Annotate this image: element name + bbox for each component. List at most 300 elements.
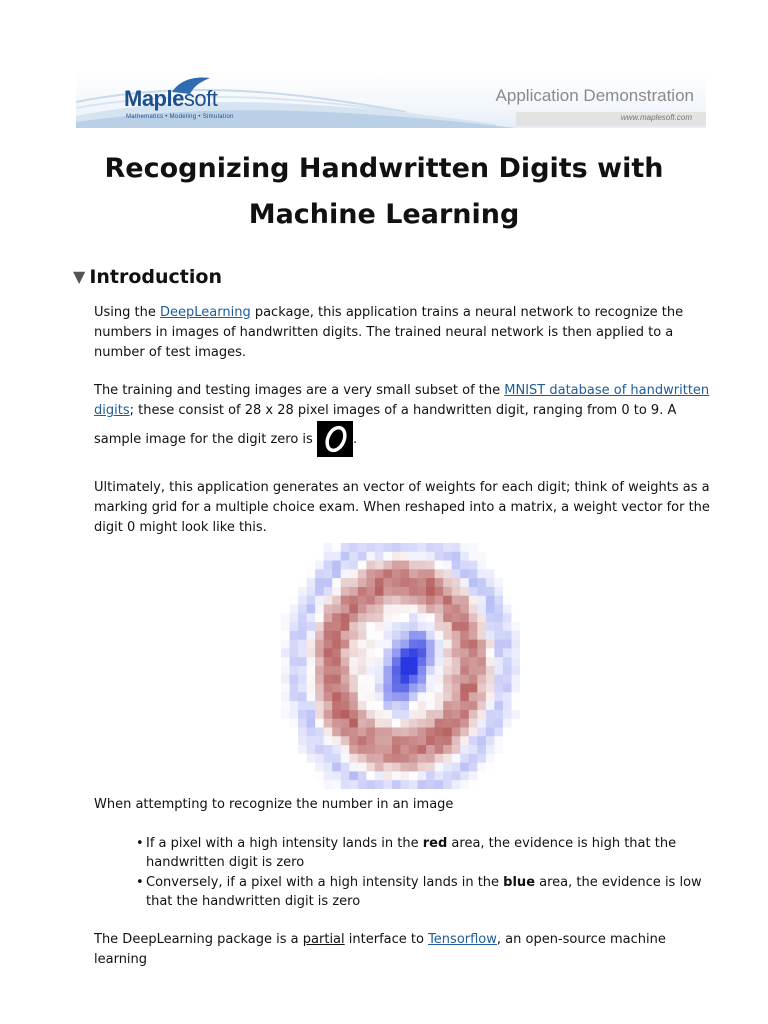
heatmap-cell — [307, 666, 316, 675]
p5-text-start: The DeepLearning package is a — [94, 932, 303, 947]
heatmap-cell — [298, 780, 307, 789]
heatmap-cell — [298, 543, 307, 552]
heatmap-cell — [349, 657, 358, 666]
heatmap-cell — [452, 657, 461, 666]
heatmap-cell — [307, 684, 316, 693]
heatmap-cell — [375, 780, 384, 789]
heatmap-cell — [418, 605, 427, 614]
heatmap-cell — [358, 736, 367, 745]
heatmap-cell — [392, 543, 401, 552]
heatmap-cell — [511, 543, 520, 552]
heatmap-cell — [494, 561, 503, 570]
heatmap-cell — [332, 578, 341, 587]
heatmap-cell — [324, 552, 333, 561]
heatmap-cell — [290, 605, 299, 614]
heatmap-cell — [494, 710, 503, 719]
heatmap-cell — [452, 728, 461, 737]
tensorflow-link[interactable]: Tensorflow — [428, 932, 497, 947]
heatmap-cell — [358, 543, 367, 552]
heatmap-cell — [315, 552, 324, 561]
heatmap-cell — [443, 552, 452, 561]
heatmap-cell — [401, 578, 410, 587]
p1-text-start: Using the — [94, 305, 160, 320]
heatmap-cell — [409, 710, 418, 719]
heatmap-cell — [375, 622, 384, 631]
heatmap-cell — [307, 569, 316, 578]
heatmap-cell — [341, 596, 350, 605]
heatmap-cell — [486, 745, 495, 754]
heatmap-cell — [341, 666, 350, 675]
heatmap-cell — [349, 692, 358, 701]
heatmap-cell — [486, 657, 495, 666]
heatmap-cell — [290, 587, 299, 596]
heatmap-cell — [494, 605, 503, 614]
heatmap-cell — [290, 569, 299, 578]
heatmap-cell — [375, 657, 384, 666]
heatmap-cell — [332, 666, 341, 675]
heatmap-cell — [409, 719, 418, 728]
heatmap-cell — [486, 561, 495, 570]
heatmap-cell — [477, 648, 486, 657]
heatmap-cell — [401, 736, 410, 745]
heatmap-cell — [315, 763, 324, 772]
heatmap-cell — [315, 684, 324, 693]
heatmap-cell — [281, 657, 290, 666]
heatmap-cell — [452, 552, 461, 561]
heatmap-cell — [511, 719, 520, 728]
heatmap-cell — [443, 745, 452, 754]
heatmap-cell — [349, 684, 358, 693]
heatmap-cell — [383, 736, 392, 745]
heatmap-cell — [452, 675, 461, 684]
heatmap-cell — [418, 736, 427, 745]
heatmap-cell — [511, 692, 520, 701]
heatmap-cell — [290, 648, 299, 657]
heatmap-cell — [460, 728, 469, 737]
heatmap-cell — [366, 745, 375, 754]
heatmap-cell — [349, 561, 358, 570]
heatmap-cell — [511, 771, 520, 780]
heatmap-cell — [307, 631, 316, 640]
heatmap-cell — [435, 754, 444, 763]
heatmap-cell — [298, 648, 307, 657]
heatmap-cell — [503, 736, 512, 745]
heatmap-cell — [290, 596, 299, 605]
heatmap-cell — [511, 622, 520, 631]
heatmap-cell — [366, 754, 375, 763]
heatmap-cell — [341, 719, 350, 728]
logo-tagline: Mathematics • Modeling • Simulation — [126, 114, 234, 120]
heatmap-cell — [383, 675, 392, 684]
maplesoft-url[interactable]: www.maplesoft.com — [620, 113, 692, 122]
heatmap-cell — [392, 561, 401, 570]
heatmap-cell — [418, 780, 427, 789]
heatmap-cell — [503, 754, 512, 763]
heatmap-cell — [315, 640, 324, 649]
maplesoft-logo[interactable]: Maplesoft — [124, 86, 218, 111]
heatmap-cell — [494, 631, 503, 640]
heatmap-cell — [358, 587, 367, 596]
heatmap-cell — [443, 587, 452, 596]
heatmap-cell — [418, 622, 427, 631]
heatmap-cell — [435, 631, 444, 640]
heatmap-cell — [409, 561, 418, 570]
heatmap-cell — [511, 675, 520, 684]
heatmap-cell — [469, 569, 478, 578]
deeplearning-link[interactable]: DeepLearning — [160, 305, 251, 320]
heatmap-cell — [460, 543, 469, 552]
heatmap-cell — [452, 578, 461, 587]
heatmap-cell — [392, 701, 401, 710]
heatmap-cell — [290, 719, 299, 728]
heatmap-cell — [418, 648, 427, 657]
heatmap-cell — [503, 631, 512, 640]
mnist-link[interactable]: MNIST database of handwritten digits — [94, 383, 710, 418]
heatmap-cell — [477, 605, 486, 614]
heatmap-cell — [332, 675, 341, 684]
heatmap-cell — [435, 622, 444, 631]
heatmap-cell — [426, 754, 435, 763]
heatmap-cell — [332, 719, 341, 728]
heatmap-cell — [401, 771, 410, 780]
heatmap-cell — [383, 710, 392, 719]
heatmap-cell — [307, 728, 316, 737]
heatmap-cell — [341, 613, 350, 622]
heatmap-cell — [298, 578, 307, 587]
heatmap-cell — [418, 561, 427, 570]
heatmap-cell — [401, 552, 410, 561]
heatmap-cell — [307, 543, 316, 552]
heatmap-cell — [375, 552, 384, 561]
heatmap-cell — [366, 657, 375, 666]
paragraph-3: Ultimately, this application generates an vector of weights for each digit; think of weights as a marking grid for a multiple choice exam. When reshaped into a matrix, a weight vector for the digit 0 might look like this. — [94, 480, 710, 535]
heatmap-cell — [435, 648, 444, 657]
heatmap-cell — [375, 728, 384, 737]
heatmap-cell — [358, 684, 367, 693]
heatmap-cell — [358, 569, 367, 578]
heatmap-cell — [366, 561, 375, 570]
heatmap-cell — [435, 640, 444, 649]
heatmap-cell — [358, 657, 367, 666]
heatmap-cell — [401, 605, 410, 614]
heatmap-cell — [290, 754, 299, 763]
heatmap-cell — [366, 613, 375, 622]
heatmap-cell — [460, 631, 469, 640]
heatmap-cell — [460, 648, 469, 657]
heatmap-cell — [443, 666, 452, 675]
heatmap-cell — [409, 728, 418, 737]
heatmap-cell — [477, 675, 486, 684]
heatmap-cell — [332, 657, 341, 666]
heatmap-cell — [349, 648, 358, 657]
heatmap-cell — [409, 543, 418, 552]
heatmap-cell — [392, 754, 401, 763]
heatmap-cell — [401, 657, 410, 666]
heatmap-cell — [358, 754, 367, 763]
heatmap-cell — [383, 622, 392, 631]
heatmap-cell — [383, 578, 392, 587]
heatmap-cell — [486, 666, 495, 675]
heatmap-cell — [443, 736, 452, 745]
heatmap-cell — [469, 684, 478, 693]
heatmap-cell — [375, 587, 384, 596]
heatmap-cell — [452, 692, 461, 701]
heatmap-cell — [460, 736, 469, 745]
heatmap-cell — [426, 675, 435, 684]
heatmap-cell — [332, 692, 341, 701]
heatmap-cell — [503, 763, 512, 772]
heatmap-cell — [375, 701, 384, 710]
heatmap-cell — [511, 648, 520, 657]
heatmap-cell — [511, 587, 520, 596]
p2-text-start: The training and testing images are a very small subset of the — [94, 383, 505, 398]
heatmap-cell — [494, 587, 503, 596]
heatmap-cell — [298, 771, 307, 780]
heatmap-cell — [401, 780, 410, 789]
heatmap-cell — [401, 613, 410, 622]
heatmap-cell — [409, 657, 418, 666]
section-introduction[interactable] — [73, 266, 222, 288]
heatmap-cell — [383, 561, 392, 570]
heatmap-cell — [494, 763, 503, 772]
heatmap-cell — [307, 613, 316, 622]
heatmap-cell — [341, 684, 350, 693]
heatmap-cell — [324, 543, 333, 552]
heatmap-cell — [409, 622, 418, 631]
heatmap-cell — [435, 578, 444, 587]
heatmap-cell — [494, 684, 503, 693]
heatmap-cell — [511, 666, 520, 675]
heatmap-cell — [349, 578, 358, 587]
heatmap-cell — [503, 684, 512, 693]
heatmap-cell — [494, 543, 503, 552]
heatmap-cell — [281, 745, 290, 754]
heatmap-cell — [392, 719, 401, 728]
heatmap-cell — [349, 631, 358, 640]
heatmap-cell — [494, 552, 503, 561]
heatmap-cell — [349, 675, 358, 684]
heatmap-cell — [290, 710, 299, 719]
heatmap-cell — [315, 719, 324, 728]
heatmap-cell — [341, 561, 350, 570]
heatmap-cell — [426, 763, 435, 772]
heatmap-cell — [494, 640, 503, 649]
heatmap-cell — [307, 578, 316, 587]
bullet-1-text-end: area, the evidence is high that the handwritten digit is zero — [146, 836, 677, 870]
heatmap-cell — [324, 763, 333, 772]
heatmap-cell — [341, 578, 350, 587]
heatmap-cell — [324, 648, 333, 657]
heatmap-cell — [511, 640, 520, 649]
heatmap-cell — [452, 605, 461, 614]
heatmap-cell — [426, 569, 435, 578]
heatmap-cell — [477, 736, 486, 745]
heatmap-cell — [324, 640, 333, 649]
heatmap-cell — [460, 771, 469, 780]
heatmap-cell — [392, 578, 401, 587]
heatmap-cell — [486, 622, 495, 631]
heatmap-cell — [503, 622, 512, 631]
heatmap-cell — [341, 728, 350, 737]
heatmap-cell — [477, 780, 486, 789]
heatmap-cell — [375, 543, 384, 552]
heatmap-cell — [281, 640, 290, 649]
heatmap-cell — [375, 719, 384, 728]
title-line-2: Machine Learning — [248, 199, 520, 230]
heatmap-cell — [409, 613, 418, 622]
heatmap-cell — [341, 763, 350, 772]
heatmap-cell — [469, 587, 478, 596]
heatmap-cell — [503, 569, 512, 578]
heatmap-cell — [349, 763, 358, 772]
heatmap-cell — [443, 771, 452, 780]
heatmap-cell — [358, 622, 367, 631]
heatmap-cell — [511, 561, 520, 570]
heatmap-cell — [358, 666, 367, 675]
heatmap-cell — [332, 640, 341, 649]
heatmap-cell — [324, 605, 333, 614]
heatmap-cell — [358, 701, 367, 710]
heatmap-cell — [460, 587, 469, 596]
heatmap-cell — [392, 640, 401, 649]
heatmap-cell — [392, 692, 401, 701]
heatmap-cell — [375, 763, 384, 772]
heatmap-cell — [307, 561, 316, 570]
heatmap-cell — [349, 728, 358, 737]
heatmap-cell — [418, 543, 427, 552]
heatmap-cell — [375, 631, 384, 640]
heatmap-cell — [452, 736, 461, 745]
heatmap-cell — [418, 763, 427, 772]
heatmap-cell — [401, 666, 410, 675]
heatmap-cell — [315, 569, 324, 578]
bullet-item-blue — [136, 873, 716, 911]
heatmap-cell — [426, 543, 435, 552]
heatmap-cell — [315, 631, 324, 640]
collapse-triangle-icon[interactable]: ▼ — [73, 267, 86, 286]
heatmap-cell — [503, 719, 512, 728]
heatmap-cell — [383, 596, 392, 605]
heatmap-cell — [426, 666, 435, 675]
paragraph-5 — [94, 930, 714, 970]
heatmap-cell — [460, 640, 469, 649]
heatmap-cell — [426, 736, 435, 745]
heatmap-cell — [477, 640, 486, 649]
heatmap-cell — [435, 596, 444, 605]
heatmap-cell — [307, 605, 316, 614]
heatmap-cell — [315, 622, 324, 631]
heatmap-cell — [418, 719, 427, 728]
heatmap-cell — [494, 613, 503, 622]
heatmap-cell — [332, 771, 341, 780]
heatmap-cell — [332, 728, 341, 737]
heatmap-cell — [469, 780, 478, 789]
heatmap-cell — [324, 631, 333, 640]
heatmap-cell — [366, 763, 375, 772]
heatmap-cell — [281, 763, 290, 772]
heatmap-cell — [503, 552, 512, 561]
heatmap-cell — [418, 613, 427, 622]
heatmap-cell — [392, 771, 401, 780]
heatmap-cell — [409, 675, 418, 684]
heatmap-cell — [366, 569, 375, 578]
heatmap-cell — [290, 666, 299, 675]
heatmap-cell — [426, 613, 435, 622]
heatmap-cell — [443, 684, 452, 693]
heatmap-cell — [469, 648, 478, 657]
heatmap-cell — [341, 640, 350, 649]
heatmap-cell — [281, 578, 290, 587]
heatmap-cell — [511, 657, 520, 666]
heatmap-cell — [477, 763, 486, 772]
heatmap-cell — [511, 710, 520, 719]
heatmap-cell — [366, 666, 375, 675]
heatmap-cell — [452, 780, 461, 789]
heatmap-cell — [281, 710, 290, 719]
heatmap-cell — [477, 596, 486, 605]
heatmap-cell — [426, 692, 435, 701]
heatmap-cell — [511, 701, 520, 710]
heatmap-cell — [366, 736, 375, 745]
heatmap-cell — [435, 657, 444, 666]
heatmap-cell — [494, 771, 503, 780]
heatmap-cell — [375, 613, 384, 622]
heatmap-cell — [332, 631, 341, 640]
heatmap-cell — [418, 745, 427, 754]
heatmap-cell — [426, 719, 435, 728]
heatmap-cell — [349, 605, 358, 614]
heatmap-cell — [341, 569, 350, 578]
heatmap-cell — [375, 684, 384, 693]
heatmap-cell — [315, 578, 324, 587]
heatmap-cell — [452, 710, 461, 719]
heatmap-cell — [401, 710, 410, 719]
heatmap-cell — [281, 728, 290, 737]
heatmap-cell — [332, 613, 341, 622]
heatmap-cell — [358, 745, 367, 754]
heatmap-cell — [460, 754, 469, 763]
heatmap-cell — [443, 710, 452, 719]
heatmap-cell — [426, 657, 435, 666]
heatmap-cell — [366, 728, 375, 737]
heatmap-cell — [469, 578, 478, 587]
heatmap-cell — [349, 780, 358, 789]
heatmap-cell — [375, 675, 384, 684]
p5-text-end: , an open-source machine learning — [94, 932, 666, 967]
heatmap-cell — [281, 543, 290, 552]
heatmap-cell — [392, 622, 401, 631]
maplesoft-banner — [76, 72, 706, 128]
heatmap-cell — [392, 596, 401, 605]
heatmap-cell — [477, 728, 486, 737]
heatmap-cell — [298, 675, 307, 684]
heatmap-cell — [469, 561, 478, 570]
heatmap-svg — [281, 543, 520, 789]
heatmap-cell — [494, 754, 503, 763]
heatmap-cell — [418, 666, 427, 675]
heatmap-cell — [307, 710, 316, 719]
heatmap-cell — [486, 578, 495, 587]
heatmap-cell — [298, 666, 307, 675]
heatmap-cell — [290, 763, 299, 772]
heatmap-cell — [290, 728, 299, 737]
heatmap-cell — [298, 561, 307, 570]
heatmap-cell — [503, 666, 512, 675]
heatmap-cell — [435, 675, 444, 684]
bullet-2-text-end: area, the evidence is low that the handwritten digit is zero — [146, 875, 702, 909]
p1-text-end: package, this application trains a neural network to recognize the numbers in images of handwritten digits. The trained neural network is then applied to a number of test images. — [94, 305, 684, 360]
heatmap-cell — [324, 613, 333, 622]
